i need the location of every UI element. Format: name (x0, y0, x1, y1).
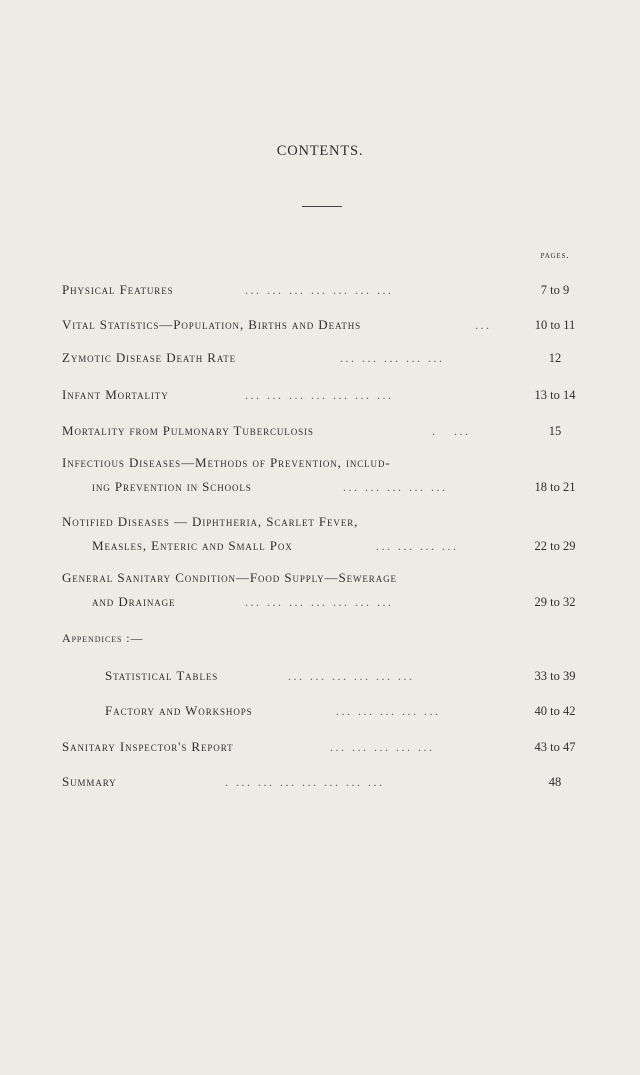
entry-title: Infant Mortality (62, 387, 169, 402)
pages-column-header: pages. (540, 251, 570, 261)
entry-title-continued: ing Prevention in Schools (92, 479, 252, 494)
dot-leader: ... ... ... ... ... (336, 704, 441, 718)
entry-title: Vital Statistics—Population, Births and Deaths (62, 317, 362, 332)
entry-pages: 7 to 9 (540, 283, 570, 297)
entry-title: Mortality from Pulmonary Tuberculosis (62, 423, 314, 438)
entry-pages: 10 to 11 (534, 318, 576, 332)
dot-leader: ... ... ... ... ... (330, 740, 435, 754)
entry-pages: 18 to 21 (534, 480, 576, 494)
dot-leader: . ... (432, 424, 471, 438)
entry-pages: 22 to 29 (534, 539, 576, 553)
entry-title: General Sanitary Condition—Food Supply—Sewerage (62, 570, 397, 585)
entry-title: Physical Features (62, 282, 174, 297)
dot-leader: ... ... ... ... ... (343, 480, 448, 494)
dot-leader: ... (475, 318, 492, 332)
dot-leader: ... ... ... ... ... ... ... (245, 283, 394, 297)
dot-leader: ... ... ... ... ... ... ... (245, 595, 394, 609)
entry-pages: 29 to 32 (534, 595, 576, 609)
entry-title: Factory and Workshops (105, 703, 253, 718)
dot-leader: ... ... ... ... ... ... (288, 669, 415, 683)
dot-leader: . ... ... ... ... ... ... ... (225, 775, 385, 789)
title-divider (302, 206, 342, 207)
entry-title: Zymotic Disease Death Rate (62, 350, 237, 365)
entry-title-continued: Measles, Enteric and Small Pox (92, 538, 293, 553)
entry-pages: 13 to 14 (534, 388, 576, 402)
page-title: CONTENTS. (276, 143, 364, 159)
entry-title: Summary (62, 774, 117, 789)
entry-title: Infectious Diseases—Methods of Prevention, includ- (62, 455, 391, 470)
entry-pages: 43 to 47 (534, 740, 576, 754)
entry-title: Sanitary Inspector's Report (62, 739, 234, 754)
entry-pages: 33 to 39 (534, 669, 576, 683)
entry-title: Notified Diseases — Diphtheria, Scarlet Fever, (62, 514, 359, 529)
entry-pages: 12 (548, 351, 562, 365)
dot-leader: ... ... ... ... (376, 539, 459, 553)
dot-leader: ... ... ... ... ... ... ... (245, 388, 394, 402)
entry-title-continued: and Drainage (92, 594, 176, 609)
entry-pages: 48 (548, 775, 562, 789)
entry-pages: 15 (548, 424, 562, 438)
section-label: Appendices :— (62, 631, 144, 645)
entry-title: Statistical Tables (105, 668, 219, 683)
dot-leader: ... ... ... ... ... (340, 351, 445, 365)
entry-pages: 40 to 42 (534, 704, 576, 718)
